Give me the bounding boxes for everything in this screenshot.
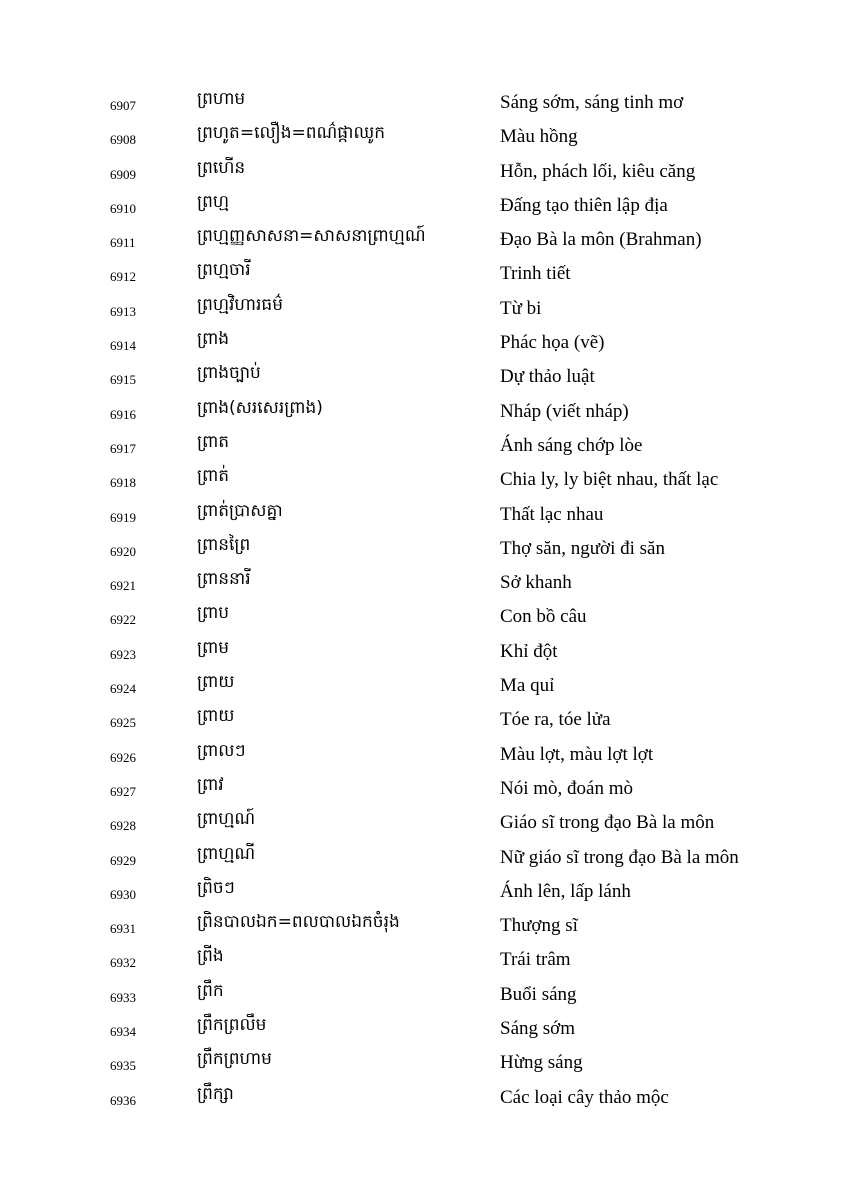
vietnamese-meaning: Nháp (viết nháp) bbox=[500, 400, 629, 422]
entry-number: 6919 bbox=[110, 509, 136, 525]
entry-number: 6921 bbox=[110, 578, 136, 594]
khmer-term: ព្រាង(សរសេរព្រាង) bbox=[197, 397, 323, 418]
entry-number: 6936 bbox=[110, 1092, 136, 1108]
vietnamese-meaning: Hỗn, phách lối, kiêu căng bbox=[500, 160, 696, 182]
entry-row bbox=[0, 190, 848, 224]
khmer-term: ព្រាហ្មណ៍ bbox=[197, 809, 256, 830]
entry-row bbox=[0, 842, 848, 876]
entry-list bbox=[0, 87, 848, 1116]
vietnamese-meaning: Các loại cây thảo mộc bbox=[500, 1086, 669, 1108]
khmer-term: ព្រហ្មញ្ញសាសនា=សាសនាព្រាហ្មណ៍ bbox=[197, 226, 426, 247]
khmer-term: ព្រានព្រៃ bbox=[197, 534, 251, 555]
vietnamese-meaning: Phác họa (vẽ) bbox=[500, 332, 605, 354]
entry-number: 6934 bbox=[110, 1024, 136, 1040]
entry-number: 6925 bbox=[110, 715, 136, 731]
entry-number: 6911 bbox=[110, 235, 136, 251]
entry-row bbox=[0, 121, 848, 155]
vietnamese-meaning: Sở khanh bbox=[500, 572, 572, 594]
entry-number: 6920 bbox=[110, 543, 136, 559]
vietnamese-meaning: Trinh tiết bbox=[500, 263, 571, 285]
entry-number: 6922 bbox=[110, 612, 136, 628]
khmer-term: ព្រឹកព្រហាម bbox=[197, 1049, 272, 1070]
khmer-term: ព្រហ្មចារី bbox=[197, 260, 251, 281]
entry-number: 6929 bbox=[110, 852, 136, 868]
entry-row bbox=[0, 361, 848, 395]
khmer-term: ព្រហាម bbox=[197, 89, 246, 109]
entry-row bbox=[0, 1013, 848, 1047]
vietnamese-meaning: Chia ly, ly biệt nhau, thất lạc bbox=[500, 469, 719, 491]
entry-row bbox=[0, 739, 848, 773]
vietnamese-meaning: Buổi sáng bbox=[500, 983, 577, 1005]
entry-row bbox=[0, 258, 848, 292]
vietnamese-meaning: Thượng sĩ bbox=[500, 915, 578, 937]
khmer-term: ព្រហូត=លឿង=ពណ៌ផ្កាឈូក bbox=[197, 123, 386, 144]
entry-row bbox=[0, 464, 848, 498]
entry-number: 6917 bbox=[110, 440, 136, 456]
entry-number: 6932 bbox=[110, 955, 136, 971]
entry-number: 6931 bbox=[110, 921, 136, 937]
khmer-term: ព្រាននារី bbox=[197, 569, 251, 590]
vietnamese-meaning: Hừng sáng bbox=[500, 1052, 583, 1074]
vietnamese-meaning: Đấng tạo thiên lập địa bbox=[500, 194, 668, 216]
entry-row bbox=[0, 1082, 848, 1116]
entry-row bbox=[0, 670, 848, 704]
vietnamese-meaning: Sáng sớm, sáng tinh mơ bbox=[500, 92, 684, 113]
entry-row bbox=[0, 979, 848, 1013]
entry-row bbox=[0, 156, 848, 190]
entry-row bbox=[0, 430, 848, 464]
entry-number: 6915 bbox=[110, 372, 136, 388]
khmer-term: ព្រហើន bbox=[197, 157, 246, 178]
vietnamese-meaning: Ánh sáng chớp lòe bbox=[500, 434, 643, 456]
vietnamese-meaning: Màu hồng bbox=[500, 126, 578, 148]
entry-number: 6916 bbox=[110, 406, 136, 422]
entry-number: 6914 bbox=[110, 338, 136, 354]
entry-number: 6918 bbox=[110, 475, 136, 491]
khmer-term: ព្រាយ bbox=[197, 706, 235, 727]
entry-row bbox=[0, 704, 848, 738]
entry-row bbox=[0, 773, 848, 807]
khmer-term: ព្រាប bbox=[197, 603, 230, 624]
entry-row bbox=[0, 876, 848, 910]
khmer-term: ព្រាវ bbox=[197, 774, 224, 795]
vietnamese-meaning: Thất lạc nhau bbox=[500, 503, 604, 525]
entry-row bbox=[0, 87, 848, 121]
entry-row bbox=[0, 1047, 848, 1081]
entry-number: 6935 bbox=[110, 1058, 136, 1074]
vietnamese-meaning: Ma quỉ bbox=[500, 675, 555, 697]
entry-row bbox=[0, 499, 848, 533]
khmer-term: ព្រាយ bbox=[197, 672, 235, 693]
entry-row bbox=[0, 567, 848, 601]
vietnamese-meaning: Từ bi bbox=[500, 297, 542, 319]
entry-number: 6913 bbox=[110, 303, 136, 319]
vietnamese-meaning: Ánh lên, lấp lánh bbox=[500, 880, 631, 902]
vietnamese-meaning: Nói mò, đoán mò bbox=[500, 777, 633, 799]
vietnamese-meaning: Màu lợt, màu lợt lợt bbox=[500, 743, 654, 765]
khmer-term: ព្រឹកព្រលឹម bbox=[197, 1015, 267, 1036]
khmer-term: ព្រាងច្បាប់ bbox=[197, 363, 261, 384]
entry-row bbox=[0, 396, 848, 430]
khmer-term: ព្រហ្មវិហារធម៌ bbox=[197, 294, 283, 315]
vietnamese-meaning: Đạo Bà la môn (Brahman) bbox=[500, 229, 702, 251]
entry-row bbox=[0, 327, 848, 361]
entry-row bbox=[0, 224, 848, 258]
khmer-term: ព្រាហ្មណី bbox=[197, 843, 256, 864]
khmer-term: ព្រឹក bbox=[197, 980, 224, 1001]
entry-number: 6912 bbox=[110, 269, 136, 285]
entry-number: 6933 bbox=[110, 989, 136, 1005]
entry-number: 6926 bbox=[110, 749, 136, 765]
entry-row bbox=[0, 533, 848, 567]
khmer-term: ព្រហ្ម bbox=[197, 191, 230, 212]
vietnamese-meaning: Nữ giáo sĩ trong đạo Bà la môn bbox=[500, 846, 739, 868]
vietnamese-meaning: Tóe ra, tóe lửa bbox=[500, 709, 611, 731]
entry-row bbox=[0, 807, 848, 841]
vietnamese-meaning: Sáng sớm bbox=[500, 1018, 575, 1040]
khmer-term: ព្រាត bbox=[197, 431, 230, 452]
entry-number: 6910 bbox=[110, 200, 136, 216]
entry-row bbox=[0, 636, 848, 670]
khmer-term: ព្រិនបាលឯក=ពលបាលឯកចំរុង bbox=[197, 912, 400, 933]
entry-row bbox=[0, 601, 848, 635]
entry-number: 6928 bbox=[110, 818, 136, 834]
khmer-term: ព្រឹក្សា bbox=[197, 1083, 234, 1104]
entry-number: 6930 bbox=[110, 886, 136, 902]
entry-number: 6923 bbox=[110, 646, 136, 662]
entry-number: 6927 bbox=[110, 783, 136, 799]
vietnamese-meaning: Giáo sĩ trong đạo Bà la môn bbox=[500, 812, 715, 834]
entry-number: 6909 bbox=[110, 166, 136, 182]
entry-row bbox=[0, 293, 848, 327]
khmer-term: ព្រាត់ប្រាសគ្នា bbox=[197, 500, 283, 521]
vietnamese-meaning: Trái trâm bbox=[500, 949, 571, 971]
entry-number: 6924 bbox=[110, 681, 136, 697]
vietnamese-meaning: Con bồ câu bbox=[500, 606, 587, 628]
khmer-term: ព្រាម bbox=[197, 637, 230, 658]
khmer-term: ព្រាលៗ bbox=[197, 740, 246, 761]
khmer-term: ព្រាង bbox=[197, 329, 230, 350]
entry-number: 6907 bbox=[110, 98, 136, 113]
vietnamese-meaning: Khỉ đột bbox=[500, 640, 558, 662]
khmer-term: ព្រាត់ bbox=[197, 466, 230, 487]
khmer-term: ព្រិចៗ bbox=[197, 877, 235, 898]
entry-row bbox=[0, 944, 848, 978]
vietnamese-meaning: Thợ săn, người đi săn bbox=[500, 537, 665, 559]
vietnamese-meaning: Dự thảo luật bbox=[500, 366, 595, 388]
entry-number: 6908 bbox=[110, 132, 136, 148]
khmer-term: ព្រីង bbox=[197, 946, 224, 967]
entry-row bbox=[0, 910, 848, 944]
